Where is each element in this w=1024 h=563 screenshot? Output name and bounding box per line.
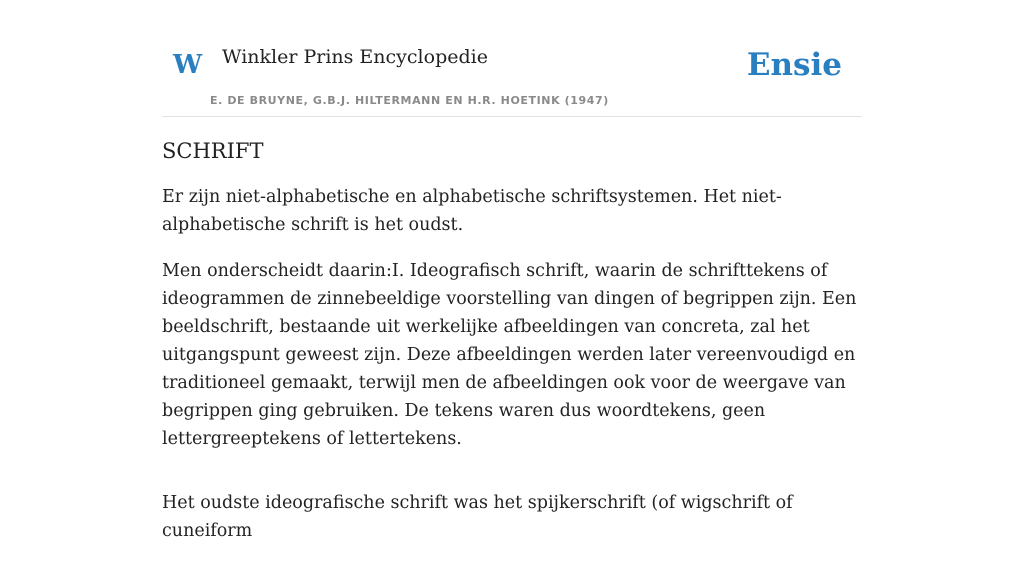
article-paragraph: Men onderscheidt daarin:I. Ideografisch schrift, waarin de schrifttekens of ideogrammen de zinnebeeldige voorstelling van dingen of begrippen zijn. Een beeldschrift, bestaande uit werkelijke afbeeldingen van concreta, zal het uitgangspunt geweest zijn. Deze afbeeldingen werden later vereenvoudigd en traditioneel gemaakt, terwijl men de afbeeldingen ook voor de weergave van begrippen ging gebruiken. De tekens waren dus woordtekens, geen lettergreeptekens of lettertekens. (162, 261, 857, 450)
article-paragraph: Het oudste ideografische schrift was het spijkerschrift (of wigschrift of cuneiform (162, 493, 793, 542)
publication-logo-icon[interactable]: W (173, 50, 203, 80)
article (162, 138, 862, 563)
site-header (162, 0, 862, 117)
publication-title[interactable]: Winkler Prins Encyclopedie (222, 46, 488, 68)
publication-authors: E. DE BRUYNE, G.B.J. HILTERMANN EN H.R. HOETINK (1947) (210, 94, 609, 107)
ensie-home-link[interactable]: Ensie (746, 47, 842, 83)
article-title: SCHRIFT (162, 139, 264, 163)
article-paragraph: Er zijn niet-alphabetische en alphabetische schriftsystemen. Het niet- alphabetische schrift is het oudst. (162, 187, 782, 236)
